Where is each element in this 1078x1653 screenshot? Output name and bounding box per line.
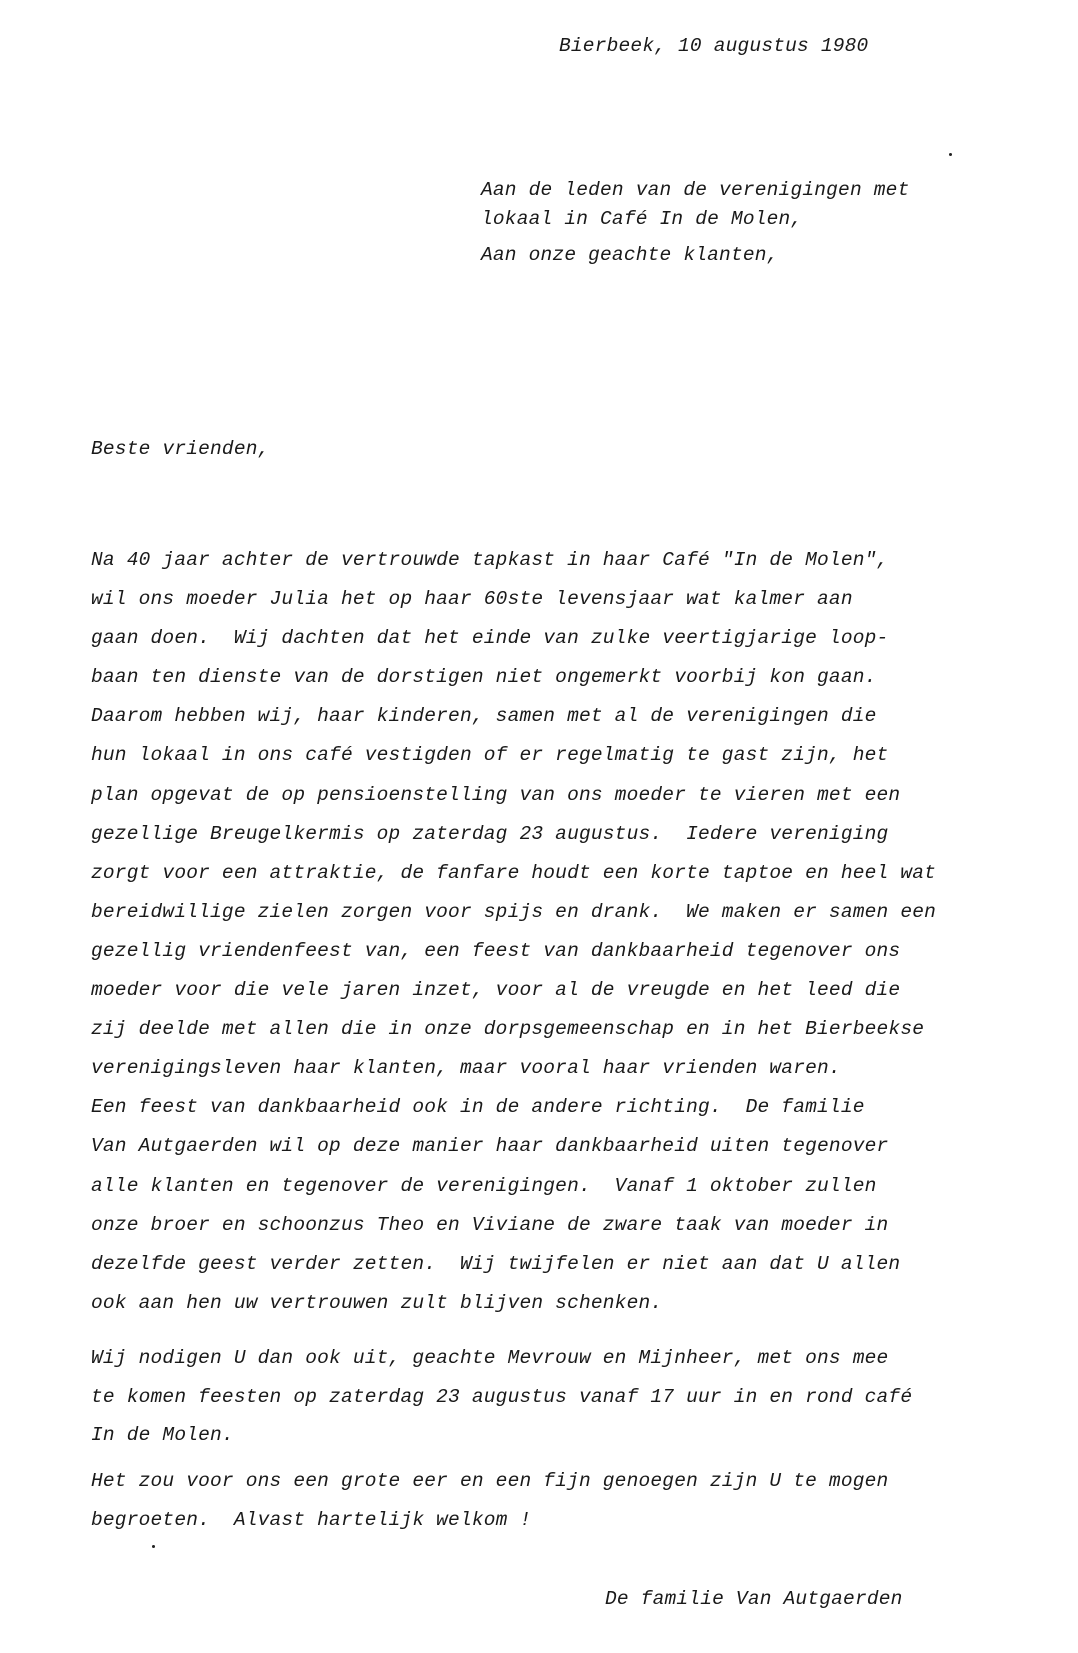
paper-speck xyxy=(152,1545,155,1548)
closing-line: Het zou voor ons een grote eer en een fijn genoegen zijn U te mogen xyxy=(91,1470,889,1492)
signature: De familie Van Autgaerden xyxy=(605,1588,903,1610)
body-line: alle klanten en tegenover de verenigingen. Vanaf 1 oktober zullen xyxy=(91,1174,877,1197)
letter-body xyxy=(91,541,1021,1323)
body-line: ook aan hen uw vertrouwen zult blijven schenken. xyxy=(91,1291,663,1314)
body-line: verenigingsleven haar klanten, maar vooral haar vrienden waren. xyxy=(91,1057,841,1080)
body-line: bereidwillige zielen zorgen voor spijs en drank. We maken er samen een xyxy=(91,900,937,923)
addressee-line: Aan onze geachte klanten, xyxy=(481,244,779,266)
invitation-line: In de Molen. xyxy=(91,1424,234,1446)
salutation: Beste vrienden, xyxy=(91,438,270,460)
body-line: gaan doen. Wij dachten dat het einde van zulke veertigjarige loop- xyxy=(91,627,889,650)
invitation-paragraph xyxy=(91,1339,912,1455)
invitation-line: te komen feesten op zaterdag 23 augustus vanaf 17 uur in en rond café xyxy=(91,1385,913,1408)
body-line: moeder voor die vele jaren inzet, voor al de vreugde en het leed die xyxy=(91,979,901,1002)
letter-date: Bierbeek, 10 augustus 1980 xyxy=(559,35,869,57)
body-line: onze broer en schoonzus Theo en Viviane de zware taak van moeder in xyxy=(91,1213,889,1236)
body-line: Van Autgaerden wil op deze manier haar dankbaarheid uiten tegenover xyxy=(91,1135,889,1158)
body-line: baan ten dienste van de dorstigen niet ongemerkt voorbij kon gaan. xyxy=(91,666,877,689)
body-line: zij deelde met allen die in onze dorpsgemeenschap en in het Bierbeekse xyxy=(91,1018,925,1041)
addressee-line: lokaal in Café In de Molen, xyxy=(481,208,803,230)
body-line: gezellig vriendenfeest van, een feest van dankbaarheid tegenover ons xyxy=(91,939,901,962)
addressee-line: Aan de leden van de verenigingen met xyxy=(481,179,910,201)
body-line: Daarom hebben wij, haar kinderen, samen met al de verenigingen die xyxy=(91,705,877,728)
body-line: hun lokaal in ons café vestigden of er regelmatig te gast zijn, het xyxy=(91,744,889,767)
body-line: dezelfde geest verder zetten. Wij twijfelen er niet aan dat U allen xyxy=(91,1252,901,1275)
body-line: Een feest van dankbaarheid ook in de andere richting. De familie xyxy=(91,1096,865,1119)
body-line: gezellige Breugelkermis op zaterdag 23 augustus. Iedere vereniging xyxy=(91,822,889,845)
invitation-line: Wij nodigen U dan ook uit, geachte Mevrouw en Mijnheer, met ons mee xyxy=(91,1347,889,1369)
body-line: Na 40 jaar achter de vertrouwde tapkast in haar Café "In de Molen", xyxy=(91,549,889,571)
body-line: zorgt voor een attraktie, de fanfare houdt een korte taptoe en heel wat xyxy=(91,861,937,884)
paper-speck xyxy=(949,153,952,156)
closing-line: begroeten. Alvast hartelijk welkom ! xyxy=(91,1508,532,1531)
body-line: wil ons moeder Julia het op haar 60ste levensjaar wat kalmer aan xyxy=(91,588,853,611)
closing-paragraph xyxy=(91,1462,888,1539)
body-line: plan opgevat de op pensioenstelling van ons moeder te vieren met een xyxy=(91,783,901,806)
